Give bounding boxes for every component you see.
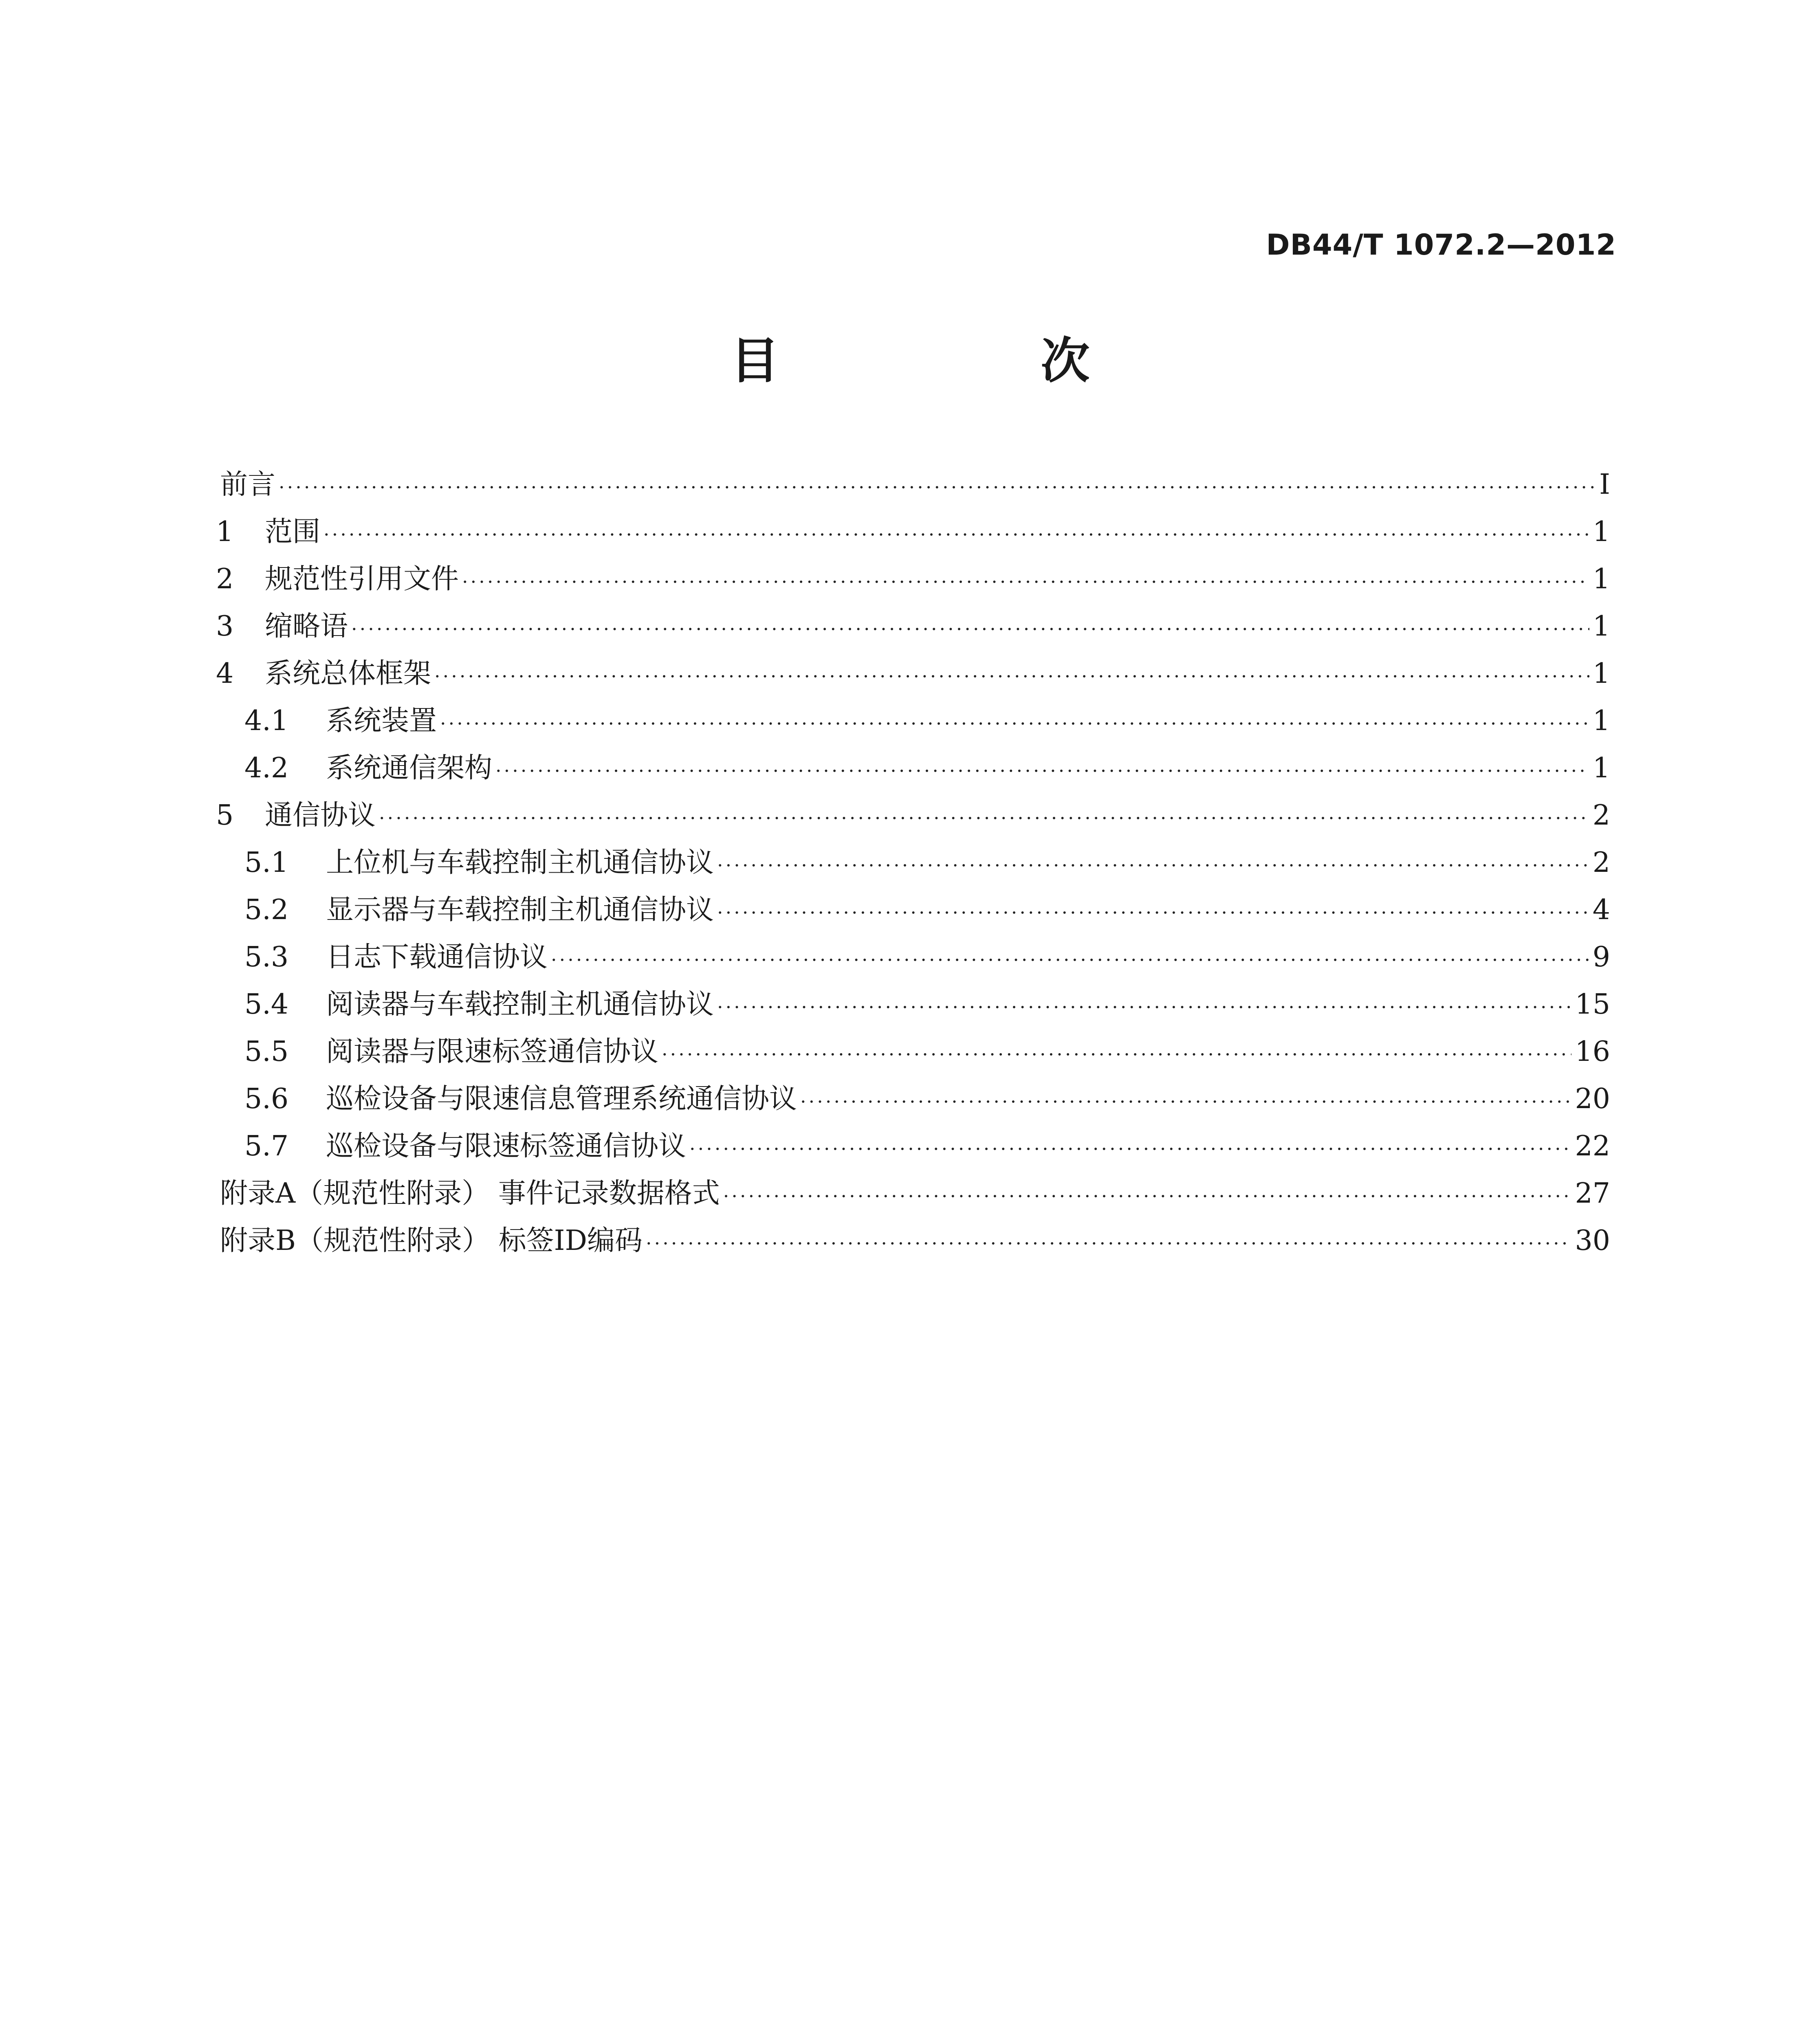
toc-entry-number: 5.6 [244, 1083, 289, 1115]
toc-entry-1[interactable] [0, 508, 1610, 557]
toc-entry-page: 20 [1575, 1083, 1610, 1115]
toc-dot-leader [723, 1172, 1572, 1221]
toc-entry-5-6[interactable] [0, 1075, 1610, 1124]
toc-entry-page: 16 [1575, 1036, 1610, 1068]
toc-entry-label: 系统装置 [326, 705, 437, 737]
toc-entry-number: 5.3 [244, 941, 289, 973]
toc-entry-5-3[interactable] [0, 933, 1610, 982]
toc-dot-leader [462, 557, 1589, 606]
toc-entry-page: 1 [1592, 610, 1610, 642]
toc-dot-leader [324, 510, 1589, 559]
toc-entry-label: 系统通信架构 [326, 752, 493, 784]
toc-entry-annex-b[interactable] [0, 1216, 1610, 1265]
toc-entry-number: 4 [216, 658, 234, 690]
toc-entry-page: 15 [1575, 988, 1610, 1021]
toc-entry-label: 附录B（规范性附录） 标签ID编码 [220, 1225, 643, 1257]
toc-entry-5-1[interactable] [0, 838, 1610, 887]
toc-entry-4-1[interactable] [0, 697, 1610, 746]
toc-entry-label: 阅读器与车载控制主机通信协议 [326, 988, 714, 1021]
toc-dot-leader [279, 463, 1595, 512]
toc-dot-leader [717, 983, 1571, 1032]
toc-entry-5[interactable] [0, 791, 1610, 840]
toc-entry-page: 27 [1575, 1177, 1610, 1210]
toc-dot-leader [662, 1030, 1571, 1079]
toc-entry-label: 巡检设备与限速信息管理系统通信协议 [326, 1083, 797, 1115]
toc-entry-label: 上位机与车载控制主机通信协议 [326, 847, 714, 879]
toc-entry-page: 9 [1592, 941, 1610, 973]
toc-entry-label: 显示器与车载控制主机通信协议 [326, 894, 714, 926]
toc-dot-leader [717, 888, 1589, 937]
toc-entry-label: 系统总体框架 [265, 658, 431, 690]
toc-entry-label: 阅读器与限速标签通信协议 [326, 1036, 659, 1068]
toc-dot-leader [351, 605, 1589, 653]
toc-entry-number: 4.1 [244, 705, 289, 737]
toc-entry-5-5[interactable] [0, 1027, 1610, 1076]
toc-entry-number: 5.4 [244, 988, 289, 1021]
toc-entry-page: 30 [1575, 1225, 1610, 1257]
toc-dot-leader [379, 794, 1589, 843]
toc-entry-page: 1 [1592, 516, 1610, 548]
toc-entry-page: 2 [1592, 799, 1610, 832]
toc-entry-label: 范围 [265, 516, 321, 548]
toc-entry-page: I [1599, 469, 1610, 501]
toc-dot-leader [800, 1077, 1571, 1126]
toc-entry-5-4[interactable] [0, 980, 1610, 1029]
toc-entry-annex-a[interactable] [0, 1169, 1610, 1218]
page-title: 目 次 [730, 333, 1212, 389]
toc-entry-page: 2 [1592, 847, 1610, 879]
toc-entry-number: 3 [216, 610, 234, 642]
toc-dot-leader [689, 1124, 1571, 1173]
toc-entry-3[interactable] [0, 602, 1610, 651]
toc-entry-label: 通信协议 [265, 799, 376, 832]
toc-entry-label: 前言 [220, 469, 276, 501]
toc-entry-number: 4.2 [244, 752, 289, 784]
toc-entry-label: 日志下载通信协议 [326, 941, 548, 973]
toc-entry-foreword[interactable] [0, 460, 1610, 509]
toc-entry-2[interactable] [0, 555, 1610, 604]
toc-entry-label: 附录A（规范性附录） 事件记录数据格式 [220, 1177, 720, 1210]
toc-entry-page: 4 [1592, 894, 1610, 926]
toc-entry-label: 缩略语 [265, 610, 348, 642]
toc-dot-leader [434, 652, 1589, 701]
toc-entry-page: 1 [1592, 658, 1610, 690]
toc-entry-4-2[interactable] [0, 744, 1610, 793]
toc-entry-5-7[interactable] [0, 1122, 1610, 1171]
toc-entry-number: 5.5 [244, 1036, 289, 1068]
toc-dot-leader [440, 699, 1589, 748]
toc-dot-leader [495, 746, 1589, 795]
toc-entry-4[interactable] [0, 649, 1610, 698]
toc-entry-number: 5.2 [244, 894, 289, 926]
toc-entry-number: 1 [216, 516, 234, 548]
standard-code: DB44/T 1072.2—2012 [1266, 228, 1616, 262]
toc-entry-number: 5 [216, 799, 234, 832]
toc-entry-5-2[interactable] [0, 886, 1610, 935]
toc-entry-number: 5.1 [244, 847, 289, 879]
toc-entry-page: 1 [1592, 563, 1610, 595]
toc-entry-page: 22 [1575, 1130, 1610, 1162]
toc-entry-number: 2 [216, 563, 234, 595]
toc-entry-page: 1 [1592, 752, 1610, 784]
toc-entry-label: 规范性引用文件 [265, 563, 459, 595]
toc-dot-leader [646, 1219, 1572, 1268]
toc-dot-leader [551, 935, 1589, 984]
toc-entry-label: 巡检设备与限速标签通信协议 [326, 1130, 687, 1162]
toc-dot-leader [717, 841, 1589, 890]
toc-entry-number: 5.7 [244, 1130, 289, 1162]
toc-entry-page: 1 [1592, 705, 1610, 737]
